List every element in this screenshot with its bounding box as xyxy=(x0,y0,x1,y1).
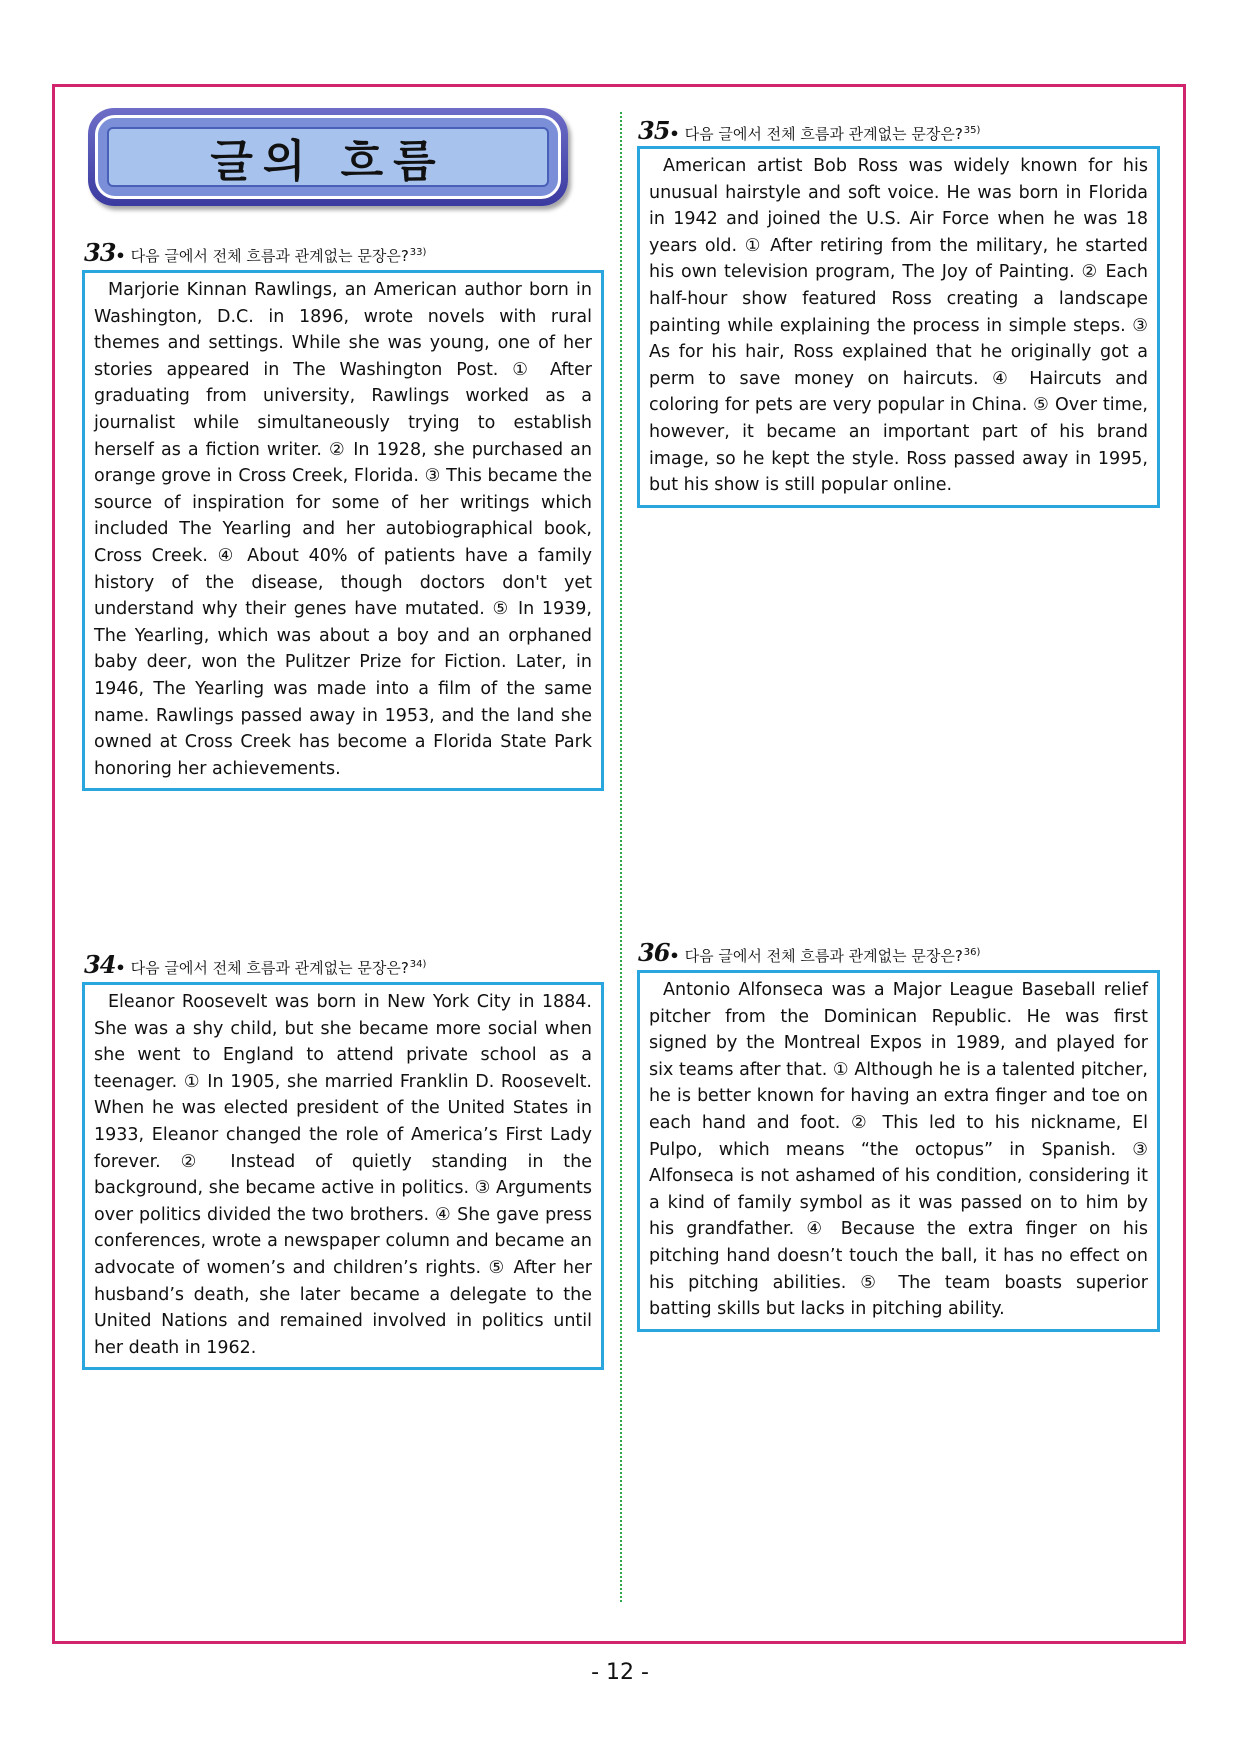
page-number: - 12 - xyxy=(591,1660,649,1685)
question-35-passage xyxy=(637,146,1160,508)
question-35-header xyxy=(638,116,980,145)
section-title: 글의 흐름 xyxy=(210,136,446,187)
banner-inner xyxy=(107,127,549,187)
passage-text: American artist Bob Ross was widely known for his unusual hairstyle and soft voice. He was born in Florida in 1942 and joined the U.S. Air Force when he was 18 years old. ① After retiring from the military, he started his own television program, The Joy of Painting. ② Each half-hour show featured Ross creating a landscape painting while explaining the process in simple steps. ③ As for his hair, Ross explained that he originally got a perm to save money on haircuts. ④ Haircuts and coloring for pets are very popular in China. ⑤ Over time, however, it became an important part of his brand image, so he kept the style. Ross passed away in 1995, but his show is still popular online. xyxy=(649,156,1148,496)
passage-text: Marjorie Kinnan Rawlings, an American author born in Washington, D.C. in 1896, wrote novels with rural themes and settings. While she was young, one of her stories appeared in The Washington Post. ① After graduating from university, Rawlings worked as a journalist while simultaneously trying to establish herself as a fiction writer. ② In 1928, she purchased an orange grove in Cross Creek, Florida. ③ This became the source of inspiration for some of her writings which included The Yearling and her autobiographical book, Cross Creek. ④ About 40% of patients have a family history of the disease, though doctors don't yet understand why their genes have mutated. ⑤ In 1939, The Yearling, which was about a boy and an orphaned baby deer, won the Pulitzer Prize for Fiction. Later, in 1946, The Yearling was made into a film of the same name. Rawlings passed away in 1953, and the land she owned at Cross Creek has become a Florida State Park honoring her achievements. xyxy=(94,280,592,779)
question-number: 36• xyxy=(638,938,679,967)
question-34-header xyxy=(84,950,426,979)
question-33-header xyxy=(84,238,426,267)
footnote-ref: 36) xyxy=(963,947,981,958)
question-prompt: 다음 글에서 전체 흐름과 관계없는 문장은? xyxy=(684,947,963,965)
footnote-ref: 35) xyxy=(963,125,981,136)
question-number: 33• xyxy=(84,238,125,267)
question-36-passage xyxy=(637,970,1160,1332)
question-prompt: 다음 글에서 전체 흐름과 관계없는 문장은? xyxy=(130,247,409,265)
footnote-ref: 34) xyxy=(409,959,427,970)
passage-text: Antonio Alfonseca was a Major League Baseball relief pitcher from the Dominican Republic. He was first signed by the Montreal Expos in 1989, and played for six teams after that. ① Although he is a talented pitcher, he is better known for having an extra finger and toe on each hand and foot. ② This led to his nickname, El Pulpo, which means “the octopus” in Spanish. ③ Alfonseca is not ashamed of his condition, considering it a kind of family symbol as it was passed on to him by his grandfather. ④ Because the extra finger on his pitching hand doesn’t touch the ball, it has no effect on his pitching abilities. ⑤ The team boasts superior batting skills but lacks in pitching ability. xyxy=(649,980,1148,1320)
passage-text: Eleanor Roosevelt was born in New York City in 1884. She was a shy child, but she became more social when she went to England to attend private school as a teenager. ① In 1905, she married Franklin D. Roosevelt. When he was elected president of the United States in 1933, Eleanor changed the role of America’s First Lady forever. ② Instead of quietly standing in the background, she became active in politics. ③ Arguments over politics divided the two brothers. ④ She gave press conferences, wrote a newspaper column and became an advocate of women’s and children’s rights. ⑤ After her husband’s death, she later became a delegate to the United Nations and remained involved in politics until her death in 1962. xyxy=(94,992,592,1358)
question-number: 34• xyxy=(84,950,125,979)
question-36-header xyxy=(638,938,980,967)
question-34-passage xyxy=(82,982,604,1370)
question-prompt: 다음 글에서 전체 흐름과 관계없는 문장은? xyxy=(130,959,409,977)
column-divider xyxy=(620,112,622,1602)
question-33-passage xyxy=(82,270,604,791)
question-prompt: 다음 글에서 전체 흐름과 관계없는 문장은? xyxy=(684,125,963,143)
footnote-ref: 33) xyxy=(409,247,427,258)
section-banner xyxy=(88,108,568,206)
question-number: 35• xyxy=(638,116,679,145)
